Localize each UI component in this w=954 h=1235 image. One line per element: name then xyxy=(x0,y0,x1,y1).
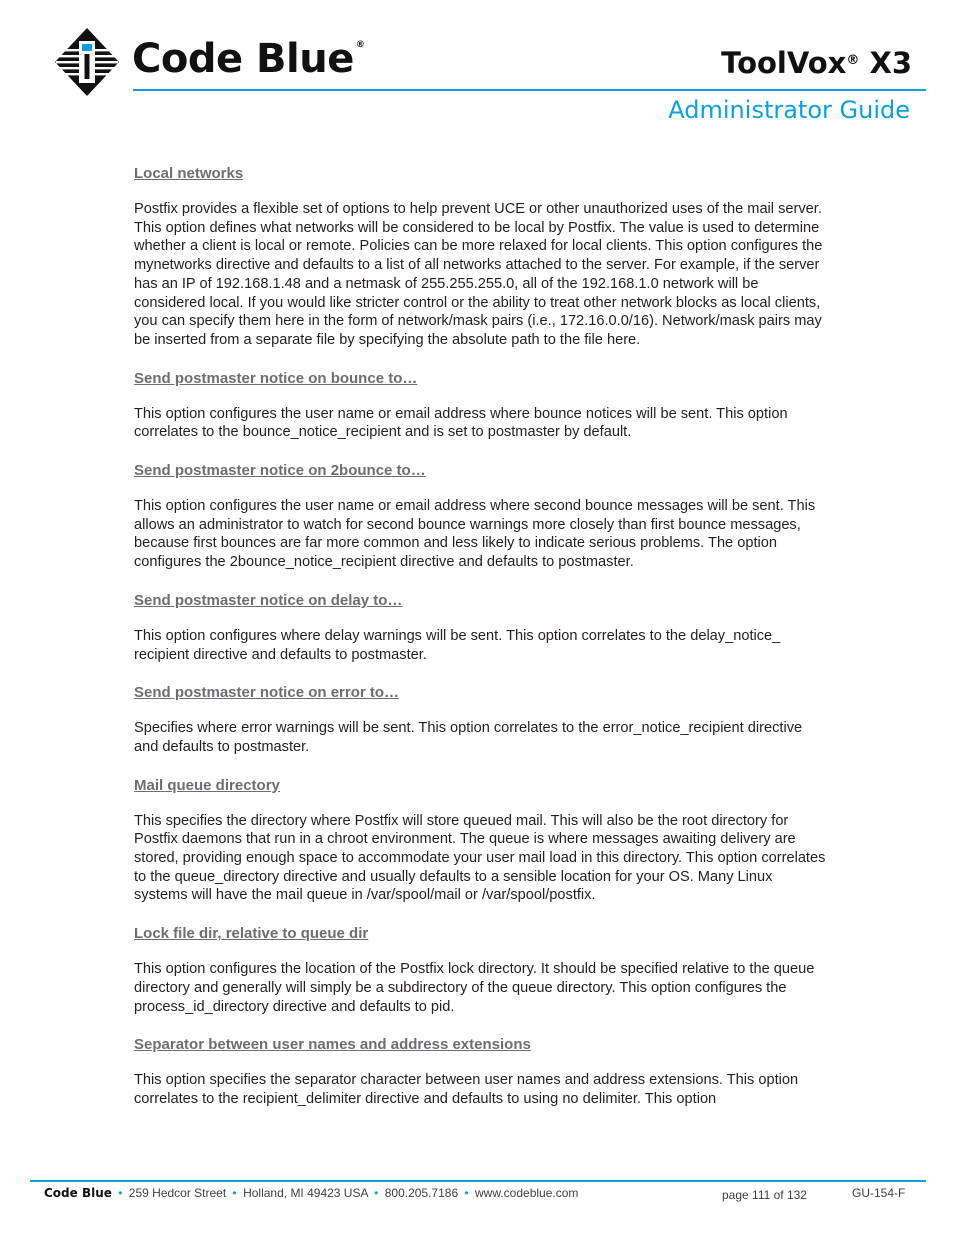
section-lock-file-dir xyxy=(134,923,829,1016)
section-heading: Send postmaster notice on 2bounce to… xyxy=(134,462,426,480)
footer-address: 259 Hedcor Street xyxy=(128,1186,227,1200)
section-heading: Send postmaster notice on error to… xyxy=(134,684,400,702)
footer-website: www.codeblue.com xyxy=(475,1186,579,1200)
section-bounce-notice xyxy=(134,368,829,442)
section-heading: Lock file dir, relative to queue dir xyxy=(134,925,369,943)
section-heading: Send postmaster notice on bounce to… xyxy=(134,369,418,387)
brand-wordmark: Code Blue ® xyxy=(132,36,365,82)
section-local-networks xyxy=(134,163,829,350)
section-separator xyxy=(134,1034,829,1108)
bullet-icon: • xyxy=(232,1186,237,1200)
page-number: page 111 of 132 xyxy=(722,1188,807,1202)
section-paragraph: This option configures the user name or email address where bounce notices will be sent. This option correlates to the bounce_notice_recipient and is set to postmaster by default. xyxy=(134,405,788,441)
section-heading: Mail queue directory xyxy=(134,776,280,794)
section-paragraph: This option configures the user name or email address where second bounce messages will be sent. This allows an administrator to watch for second bounce warnings more closely than first bounce messages, because first bounces are far more common and less likely to indicate serious problems. The option configures the 2bounce_notice_recipient directive and defaults to postmaster. xyxy=(134,498,816,571)
section-paragraph: This option configures the location of the Postfix lock directory. It should be specified relative to the queue directory and generally will simply be a subdirectory of the queue directory. This option configures the process_id_directory directive and defaults to pid. xyxy=(134,961,815,1015)
section-heading: Local networks xyxy=(134,165,244,182)
page-footer xyxy=(44,1186,924,1200)
section-paragraph: Specifies where error warnings will be sent. This option correlates to the error_notice_recipient directive and defaults to postmaster. xyxy=(134,720,803,755)
footer-divider xyxy=(30,1180,926,1182)
section-heading: Separator between user names and address extensions xyxy=(134,1036,531,1054)
section-mail-queue-directory xyxy=(134,775,829,906)
footer-phone: 800.205.7186 xyxy=(384,1186,459,1200)
section-heading: Send postmaster notice on delay to… xyxy=(134,591,403,609)
section-paragraph: This specifies the directory where Postfix will store queued mail. This will also be the root directory for Postfix daemons that run in a chroot environment. The queue is where messages awaiting delivery are stored, providing enough space to accommodate your user mail load in this directory. This option correlates to the queue_directory directive and usually defaults to a sensible location for your OS. Many Linux systems will have the mail queue in /var/spool/mail or /var/spool/postfix. xyxy=(134,812,826,904)
product-title: ToolVox® X3 xyxy=(721,46,912,80)
document-id: GU-154-F xyxy=(852,1186,906,1200)
section-error-notice xyxy=(134,682,829,756)
bullet-icon: • xyxy=(118,1186,123,1200)
header-divider xyxy=(133,89,926,91)
section-paragraph: This option specifies the separator character between user names and address extensions. This option correlates to the recipient_delimiter directive and defaults to using no delimiter. This option xyxy=(134,1072,799,1107)
section-delay-notice xyxy=(134,590,829,664)
bullet-icon: • xyxy=(374,1186,379,1200)
section-paragraph: This option configures where delay warnings will be sent. This option correlates to the delay_notice_ recipient directive and defaults to postmaster. xyxy=(134,627,781,663)
guide-subtitle: Administrator Guide xyxy=(668,96,910,124)
footer-brand: Code Blue xyxy=(44,1186,112,1200)
section-paragraph: Postfix provides a flexible set of options to help prevent UCE or other unauthorized uses of the mail server. This option defines what networks will be considered to be local by Postfix. The value is used to determine whether a client is local or remote. Policies can be more relaxed for local clients. This option configures the mynetworks directive and defaults to a list of all networks attached to the server. For example, if the server has an IP of 192.168.1.48 and a netmask of 255.255.255.0, all of the 192.168.1.0 network will be considered local. If you would like stricter control or the ability to treat other network blocks as local clients, you can specify them here in the form of network/mask pairs (i.e., 172.16.0.0/16). Network/mask pairs may be inserted from a separate file by specifying the absolute path to the file here. xyxy=(134,201,823,348)
section-2bounce-notice xyxy=(134,460,829,572)
document-body xyxy=(134,163,829,1109)
bullet-icon: • xyxy=(464,1186,469,1200)
code-blue-logo-icon xyxy=(55,28,119,96)
footer-city: Holland, MI 49423 USA xyxy=(243,1186,368,1200)
